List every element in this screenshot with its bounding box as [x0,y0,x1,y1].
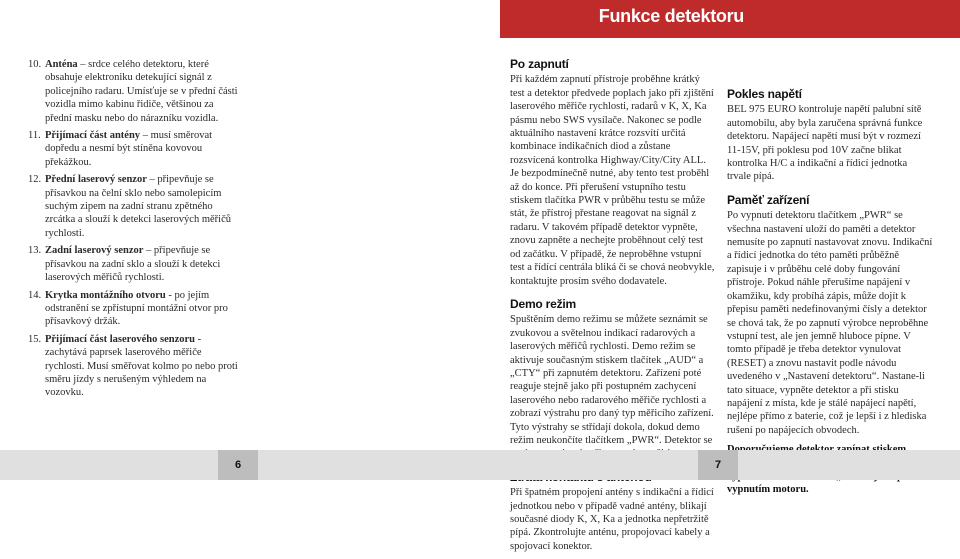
item-title: Zadní laserový senzor [45,245,144,257]
section-heading-demo: Demo režim [510,296,577,311]
list-item [28,173,238,240]
page-number-left: 6 [218,450,258,480]
item-number: 13. [28,245,42,257]
right-column-a [510,58,716,559]
item-title: Krytka montážního otvoru [45,289,166,301]
item-number: 12. [28,174,42,186]
section-heading-pokles: Pokles napětí [727,87,802,101]
section-text-demo: Spuštěním demo režimu se můžete seznámit se zvukovou a světelnou indikací radarových a laserových měřičů rychlosti. Demo režim se aktivuje současným stiskem tlačítek „AUD“ a „CTY“ při zapnutém detektoru. Zařízení poté reaguje stejně jako při postupném zachycení laserového nebo radarového měřiče rychlosti a zobrazí výstrahu pro daný typ měřicího zařízení. Tyto výstrahy se střídají dokola, dokud demo režim neukončíte tlačítkem „PWR“. Detektor se [510,314,714,446]
item-text: – připevňuje se přísavkou na čelní sklo nebo samolepicím suchým zipem na zadní stranu zpětného zrcátka a slouží k detekci laserových měřičů rychlosti. [45,174,231,239]
item-text: – musí směrovat dopředu a nesmí být stíněna kovovou překážkou. [45,130,213,168]
list-item [28,129,238,169]
section-text-pokles: BEL 975 EURO kontroluje napětí palubní sítě automobilu, aby byla zaručena správná funkce detektoru. Napájecí napětí musí být v rozmezí 11-15V, při poklesu pod 10V začne blikat kontrolka H/C a indikační a řídicí jednotka trvale pípá. [727,104,923,183]
item-title: Přední laserový senzor [45,174,147,186]
list-item [28,289,238,329]
parts-list [28,58,238,404]
section-text-ztrata: Při špatném propojení antény s indikační a řídicí jednotkou nebo v případě vadné antény, blikají současné diody K, X, Ka a jednotka nepřetržitě pípá. Zkontrolujte anténu, propojovací kabely a spojovací konektor. [510,487,714,552]
section-text-po-zapnuti: Při každém zapnutí přístroje proběhne krátký test a detektor předvede poplach jako při zjištění laserového měřiče rychlosti, radarů v K, X, Ka pásmu nebo SWS vysílače. Nakonec se podle aktuálního nastavení krátce rozsvítí určitá kombinace indikačních diod a zůstane rozsvícená kontrolka Highway/City/City ALL. Je bezpodmínečně nutné, aby tento test proběhl až do konce. Při přerušení vstupního testu stiskem tlačítka PWR v průběhu testu se může stát, že přístroj přestane reagovat na signál z radaru. V takovém případě detektor vypněte, znovu zapněte a nechejte proběhnout celý test od začátku. V případě, že neproběhne vstupní test a řídící centrála bliká či se chová neobvykle, kontaktujte prosím svého dodavatele. [510,74,715,287]
section-heading-po-zapnuti: Po zapnutí [510,57,569,71]
item-number: 11. [28,130,41,142]
list-item [28,58,238,125]
item-number: 10. [28,59,42,70]
item-text: – srdce celého detektoru, které obsahuje elektroniku detekující signál z policejního radaru. Umísťuje se v přední části vozidla mimo kabinu řidiče, většinou za přední masku nebo do nárazníku vozidla. [45,59,238,124]
item-text: – připevňuje se přísavkou na zadní sklo a slouží k detekci laserových měřičů rychlosti. [45,245,221,284]
item-number: 15. [28,333,42,345]
list-item [28,333,238,400]
section-text-pamet: Po vypnutí detektoru tlačítkem „PWR“ se všechna nastavení uloží do paměti a detektor nemusíte po zapnutí nastavovat znovu. Indikační a řídicí jednotka do této paměti průběžně zapisuje i v průběhu celé doby fungování přístroje. Pokud náhle přerušíme napájení v okamžiku, kdy probíhá zápis, může dojít k přepisu paměti nedefinovanými čísly a detektor se chová tak, že po zapnutí výrobce neproběhne vstupní test, ale jen jemně hluboce pípne. V tomto případě je třeba detektor vynulovat (RESET) a znovu nastavit podle návodu uvedeného v „Nastavení detektoru“. Nastane-li tato situace, vypněte detektor a při stisku napájení z místa, kde je stálé napájecí napětí, nejlépe přímo z baterie, což je lepší i z hlediska rušení po napájecích obvodech. [727,210,933,436]
item-title: Přijímací část laserového senzoru [45,333,195,345]
section-note-pamet: vypnutím motoru. [727,484,809,496]
item-text: - zachytává paprsek laserového měřiče rychlosti. Musí směřovat kolmo po nebo proti směru jízdy s nerušeným výhledem na vozovku. [45,333,238,399]
item-number: 14. [28,289,42,301]
item-text: - po jejím odstranění se zpřístupní montážní otvor pro přísavkový držák. [45,289,228,328]
page-number-right: 7 [698,450,738,480]
item-title: Anténa [45,59,78,70]
section-heading-pamet: Paměť zařízení [727,192,810,207]
item-title: Přijímací část antény [45,130,141,142]
list-item [28,244,238,284]
page-title: Funkce detektoru [598,6,744,26]
right-column-b [727,58,933,503]
